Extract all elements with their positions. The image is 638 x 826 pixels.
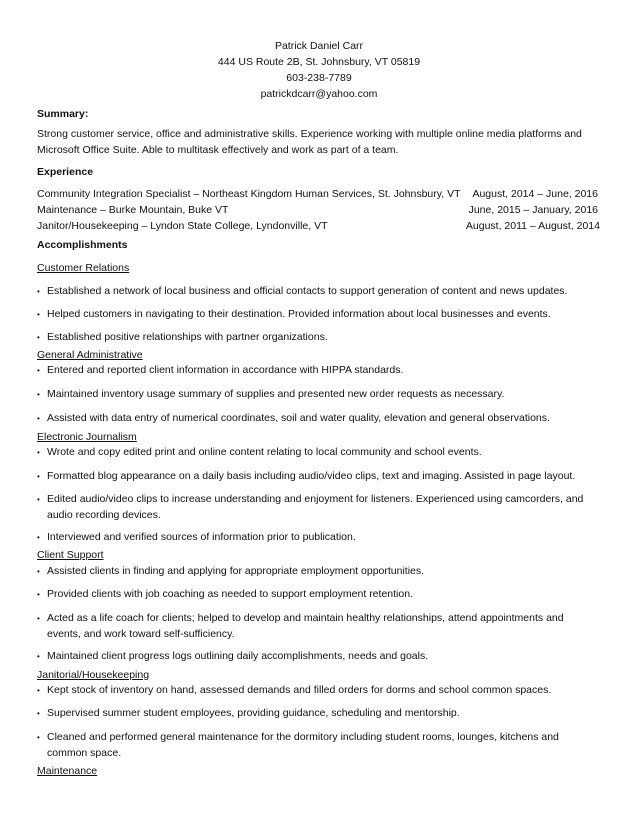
experience-role: Janitor/Housekeeping – Lyndon State College, Lyndonville, VT — [37, 220, 328, 232]
bullet-icon: • — [37, 472, 40, 481]
experience-dates: August, 2014 – June, 2016 — [472, 188, 598, 200]
candidate-email[interactable]: patrickdcarr@yahoo.com — [260, 88, 378, 100]
section-title-maintenance: Maintenance — [37, 765, 98, 777]
candidate-name: Patrick Daniel Carr — [274, 40, 364, 52]
bullet-icon: • — [37, 567, 40, 576]
bullet-icon: • — [37, 733, 40, 742]
bullet-icon: • — [37, 590, 40, 599]
experience-role: Maintenance – Burke Mountain, Buke VT — [37, 204, 229, 216]
bullet-icon: • — [37, 709, 40, 718]
candidate-address: 444 US Route 2B, St. Johnsbury, VT 05819 — [217, 56, 421, 68]
bullet-icon: • — [37, 614, 40, 623]
bullet-icon: • — [37, 495, 40, 504]
bullet-icon: • — [37, 287, 40, 296]
section-title-client-support: Client Support — [37, 549, 104, 561]
section-title-general-administrative: General Administrative — [37, 349, 143, 361]
bullet-icon: • — [37, 310, 40, 319]
bullet-icon: • — [37, 366, 40, 375]
experience-dates: June, 2015 – January, 2016 — [468, 204, 598, 216]
resume-page: Patrick Daniel Carr 444 US Route 2B, St. Johnsbury, VT 05819 603-238-7789 patrickdcarr@yahoo.com Summary: Strong customer service, office and administrative skills. Experience working with multiple online media platforms and Microsoft Office Suite. Able to multitask effectively and work as part of a team. Experience Community Integration Specialist – Northeast Kingdom Human Services, St. Johnsbury, VT August, 2014 – June, 2016 Maintenance – Burke Mountain, Buke VT June, 2015 – January, 2016 Janitor/Housekeeping – Lyndon State College, Lyndonville, VT August, 2011 – August, 2014 Accomplishments Customer Relations • Established a network of local business and official contacts to support generation of content and news updates. • Helped customers in navigating to their destination. Provided information about local businesses and events. • Established positive relationships with partner organizations. General Administrative • Entered and reported client information in accordance with HIPPA standards. • Maintained inventory usage summary of supplies and presented new order requests as necessary. • Assisted with data entry of numerical coordinates, soil and water quality, elevation and general observations. Electronic Journalism • Wrote and copy edited print and online content relating to local community and school events. • Formatted blog appearance on a daily basis including audio/video clips, text and imaging. Assisted in page layout. • Edited audio/video clips to increase understanding and enjoyment for listeners. Experienced using camcorders, and audio recording devices. • Interviewed and verified sources of information prior to publication. Client Support • Assisted clients in finding and applying for appropriate employment opportunities. • Provided clients with job coaching as needed to support employment retention. • Acted as a life coach for clients; helped to develop and maintain healthy relationships, attend appointments and events, and work toward self-sufficiency. • Maintained client progress logs outlining daily accomplishments, needs and goals. Janitorial/Housekeeping • Kept stock of inventory on hand, assessed demands and filled orders for dorms and school common spaces. • Supervised summer student employees, providing guidance, scheduling and mentorship. • Cleaned and performed general maintenance for the dormitory including student rooms, lounges, kitchens and common space. Maintenance — [0, 0, 638, 826]
bullet-icon: • — [37, 390, 40, 399]
summary-text: Strong customer service, office and administrative skills. Experience working with multiple online media platforms and Microsoft Office Suite. Able to multitask effectively and work as part of a team. — [37, 128, 582, 156]
accomplishments-heading: Accomplishments — [37, 239, 128, 251]
section-title-electronic-journalism: Electronic Journalism — [37, 431, 137, 443]
bullet-icon: • — [37, 533, 40, 542]
section-title-janitorial-housekeeping: Janitorial/Housekeeping — [37, 669, 150, 681]
candidate-phone: 603-238-7789 — [286, 72, 352, 84]
summary-heading: Summary: — [37, 108, 89, 120]
bullet-icon: • — [37, 333, 40, 342]
bullet-icon: • — [37, 414, 40, 423]
experience-dates: August, 2011 – August, 2014 — [465, 220, 600, 232]
bullet-icon: • — [37, 448, 40, 457]
bullet-icon: • — [37, 652, 40, 661]
experience-role: Community Integration Specialist – Northeast Kingdom Human Services, St. Johnsbury, VT — [37, 188, 461, 200]
bullet-icon: • — [37, 686, 40, 695]
section-title-customer-relations: Customer Relations — [37, 262, 130, 274]
contact-header — [0, 38, 638, 102]
experience-heading: Experience — [37, 166, 94, 178]
